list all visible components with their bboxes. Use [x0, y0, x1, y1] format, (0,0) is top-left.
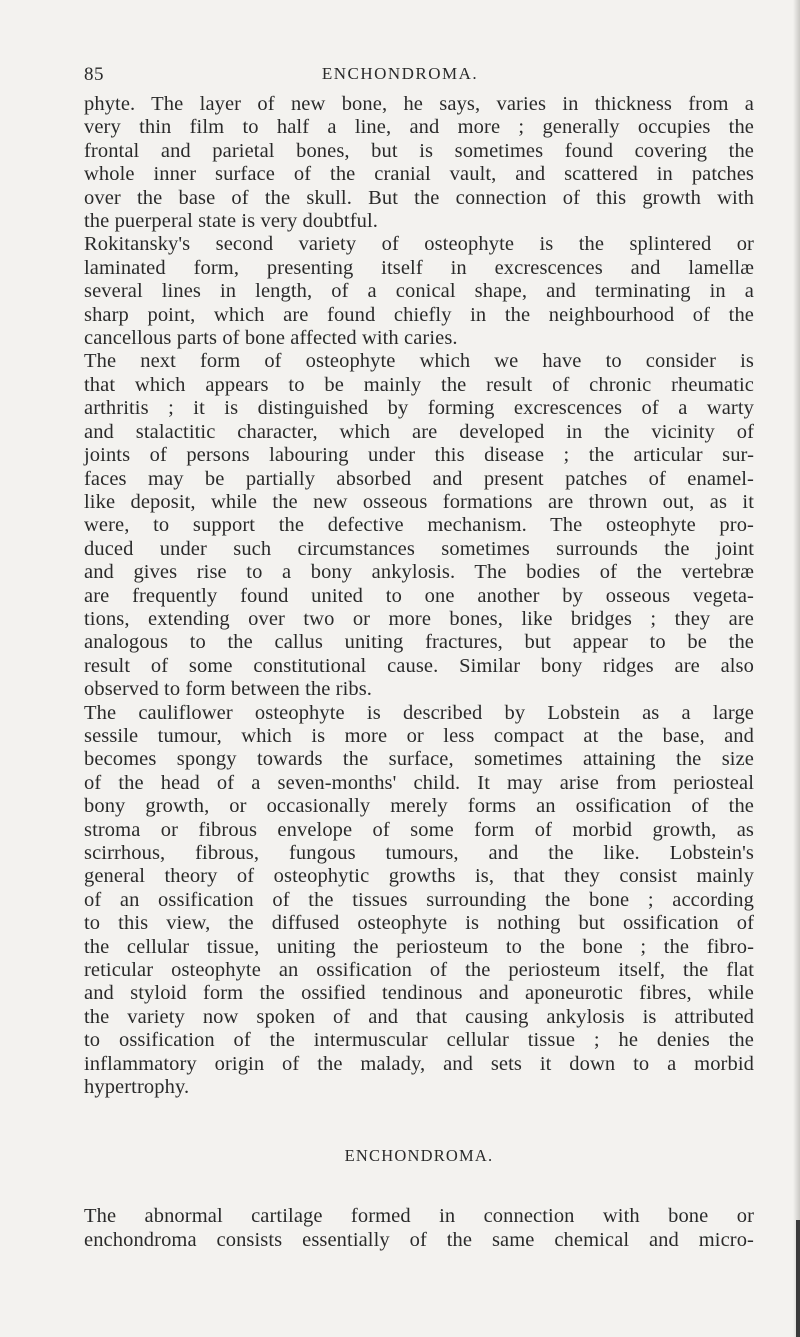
- text-line: arthritis ; it is distinguished by forming excrescences of a warty: [84, 397, 754, 420]
- text-line: general theory of osteophytic growths is, that they consist mainly: [84, 865, 754, 888]
- paragraph-5: [84, 1205, 754, 1252]
- paragraph-4: [84, 702, 754, 1100]
- text-line: reticular osteophyte an ossification of the periosteum itself, the flat: [84, 959, 754, 982]
- text-line: are frequently found united to one another by osseous vegeta-: [84, 584, 754, 607]
- text-line: of an ossification of the tissues surrounding the bone ; according: [84, 888, 754, 911]
- text-line: becomes spongy towards the surface, sometimes attaining the size: [84, 748, 754, 771]
- text-line: and gives rise to a bony ankylosis. The bodies of the vertebræ: [84, 561, 754, 584]
- text-line: stroma or fibrous envelope of some form of morbid growth, as: [84, 818, 754, 841]
- text-line: like deposit, while the new osseous formations are thrown out, as it: [84, 490, 754, 513]
- text-line: sessile tumour, which is more or less compact at the base, and: [84, 724, 754, 747]
- text-line: over the base of the skull. But the connection of this growth with: [84, 186, 754, 209]
- text-line: phyte. The layer of new bone, he says, varies in thickness from a: [84, 93, 754, 115]
- text-line: several lines in length, of a conical shape, and terminating in a: [84, 280, 754, 303]
- paragraph-3: [84, 350, 754, 701]
- text-line: observed to form between the ribs.: [84, 678, 373, 701]
- body-text: [84, 93, 754, 1252]
- text-line: duced under such circumstances sometimes surrounds the joint: [84, 537, 754, 560]
- text-line: The next form of osteophyte which we have to consider is: [84, 350, 754, 373]
- text-line: the variety now spoken of and that causing ankylosis is attributed: [84, 1005, 754, 1028]
- text-line: of the head of a seven-months' child. It may arise from periosteal: [84, 771, 754, 794]
- text-line: sharp point, which are found chiefly in the neighbourhood of the: [84, 303, 754, 326]
- text-line: whole inner surface of the cranial vault, and scattered in patches: [84, 163, 754, 186]
- text-line: very thin film to half a line, and more ; generally occupies the: [84, 116, 754, 139]
- paragraph-1: [84, 93, 754, 233]
- text-line: joints of persons labouring under this disease ; the articular sur-: [84, 444, 754, 467]
- text-line: faces may be partially absorbed and present patches of enamel-: [84, 467, 754, 490]
- running-head: ENCHONDROMA.: [321, 64, 479, 83]
- text-line: to this view, the diffused osteophyte is nothing but ossification of: [84, 912, 754, 935]
- text-line: that which appears to be mainly the result of chronic rheumatic: [84, 373, 754, 396]
- text-line: and styloid form the ossified tendinous and aponeurotic fibres, while: [84, 982, 754, 1005]
- text-line: and stalactitic character, which are developed in the vicinity of: [84, 420, 754, 443]
- text-line: bony growth, or occasionally merely forms an ossification of the: [84, 795, 754, 818]
- text-line: cancellous parts of bone affected with caries.: [84, 327, 458, 350]
- text-line: to ossification of the intermuscular cellular tissue ; he denies the: [84, 1029, 754, 1052]
- text-line: the puerperal state is very doubtful.: [84, 210, 379, 233]
- text-line: tions, extending over two or more bones, like bridges ; they are: [84, 607, 754, 630]
- text-line: hypertrophy.: [84, 1076, 190, 1099]
- page-edge-mark: [796, 1220, 800, 1337]
- section-heading: ENCHONDROMA.: [344, 1146, 494, 1166]
- text-line: Rokitansky's second variety of osteophyte is the splintered or: [84, 233, 754, 256]
- text-line: The abnormal cartilage formed in connection with bone or: [84, 1205, 754, 1228]
- page-number: 85: [84, 64, 104, 85]
- text-line: inflammatory origin of the malady, and sets it down to a morbid: [84, 1052, 754, 1075]
- text-line: the cellular tissue, uniting the periosteum to the bone ; the fibro-: [84, 935, 754, 958]
- page-edge-shadow: [793, 0, 800, 1337]
- text-line: analogous to the callus uniting fractures, but appear to be the: [84, 631, 754, 654]
- text-line: result of some constitutional cause. Similar bony ridges are also: [84, 654, 754, 677]
- text-line: enchondroma consists essentially of the same chemical and micro-: [84, 1228, 754, 1251]
- text-line: The cauliflower osteophyte is described by Lobstein as a large: [84, 701, 754, 724]
- text-line: scirrhous, fibrous, fungous tumours, and the like. Lobstein's: [84, 842, 754, 864]
- text-line: laminated form, presenting itself in excrescences and lamellæ: [84, 256, 754, 279]
- text-line: frontal and parietal bones, but is sometimes found covering the: [84, 139, 754, 162]
- paragraph-2: [84, 233, 754, 350]
- text-line: were, to support the defective mechanism. The osteophyte pro-: [84, 514, 754, 537]
